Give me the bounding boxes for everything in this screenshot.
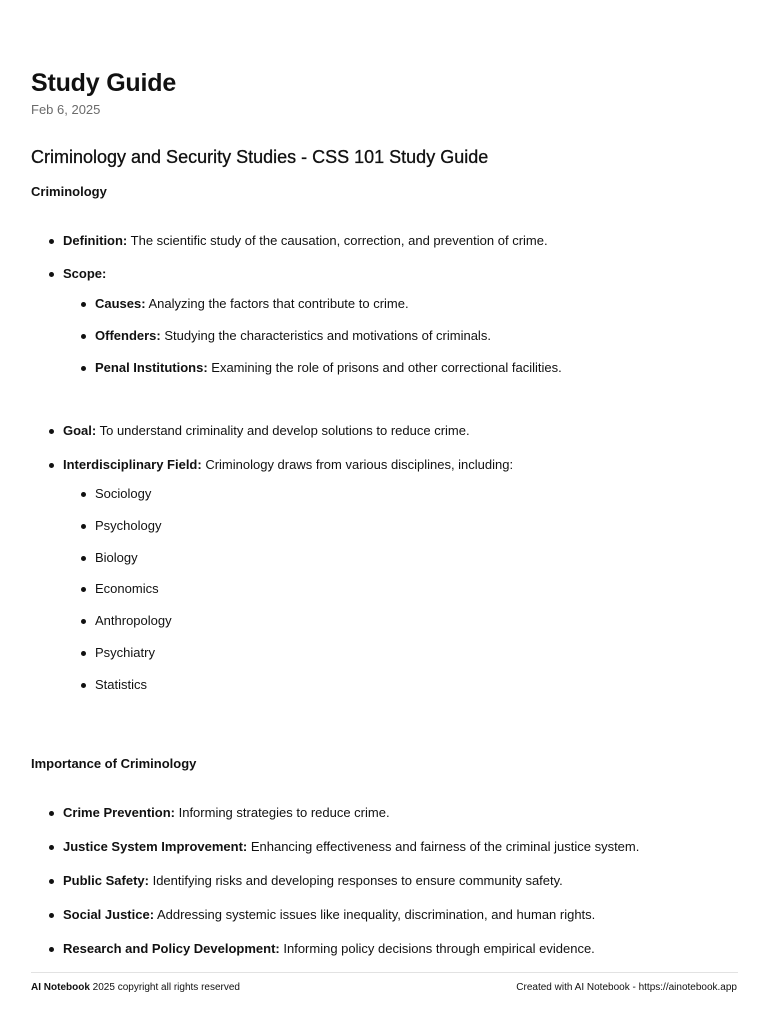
item-label: Offenders: (95, 328, 161, 343)
item-label: Penal Institutions: (95, 360, 208, 375)
list-item-social-justice (63, 906, 595, 924)
item-label: Interdisciplinary Field: (63, 457, 202, 472)
item-label: Justice System Improvement: (63, 839, 248, 854)
list-item-goal (63, 422, 470, 440)
item-label: Goal: (63, 423, 97, 438)
list-item-discipline: Sociology (95, 486, 152, 501)
section-heading-importance: Importance of Criminology (31, 756, 197, 771)
item-text: Analyzing the factors that contribute to crime. (145, 296, 409, 311)
page-title: Study Guide (31, 69, 177, 97)
list-item-discipline: Anthropology (95, 613, 172, 628)
document-date: Feb 6, 2025 (31, 102, 101, 117)
item-text: The scientific study of the causation, correction, and prevention of crime. (127, 233, 548, 248)
list-item-scope (63, 265, 106, 283)
footer-brand: AI Notebook (31, 982, 90, 993)
list-item-discipline: Biology (95, 550, 138, 565)
footer-divider (31, 972, 738, 973)
list-item-scope-penal-institutions (95, 359, 562, 377)
list-item-discipline: Economics (95, 581, 159, 596)
item-text: Studying the characteristics and motivations of criminals. (160, 328, 491, 343)
list-item-definition (63, 232, 548, 250)
item-text: Enhancing effectiveness and fairness of the criminal justice system. (247, 839, 640, 854)
list-item-research-policy (63, 940, 595, 958)
list-item-discipline: Psychology (95, 518, 162, 533)
list-item-scope-causes (95, 295, 409, 313)
list-item-interdisciplinary (63, 456, 513, 474)
list-item-discipline: Statistics (95, 677, 148, 692)
item-label: Scope: (63, 266, 107, 281)
list-item-public-safety (63, 872, 563, 890)
item-label: Social Justice: (63, 907, 155, 922)
item-text: Identifying risks and developing responses to ensure community safety. (148, 873, 563, 888)
item-text: Informing strategies to reduce crime. (174, 805, 390, 820)
list-item-crime-prevention (63, 804, 390, 822)
guide-heading: Criminology and Security Studies - CSS 101 Study Guide (31, 147, 489, 167)
item-text: Criminology draws from various disciplines, including: (201, 457, 514, 472)
list-item-scope-offenders (95, 327, 491, 345)
list-item-discipline: Psychiatry (95, 645, 155, 660)
footer-credit: Created with AI Notebook - https://ainotebook.app (516, 982, 737, 993)
item-text: Addressing systemic issues like inequality, discrimination, and human rights. (154, 907, 596, 922)
item-label: Causes: (95, 296, 146, 311)
section-heading-criminology: Criminology (31, 184, 107, 199)
item-label: Crime Prevention: (63, 805, 175, 820)
list-item-justice-system (63, 838, 639, 856)
item-label: Public Safety: (63, 873, 149, 888)
item-label: Definition: (63, 233, 128, 248)
item-text: Examining the role of prisons and other correctional facilities. (207, 360, 562, 375)
item-text: Informing policy decisions through empirical evidence. (279, 941, 595, 956)
item-text: To understand criminality and develop solutions to reduce crime. (96, 423, 470, 438)
footer-copyright-text: 2025 copyright all rights reserved (89, 982, 240, 993)
item-label: Research and Policy Development: (63, 941, 280, 956)
footer-copyright (31, 981, 240, 995)
